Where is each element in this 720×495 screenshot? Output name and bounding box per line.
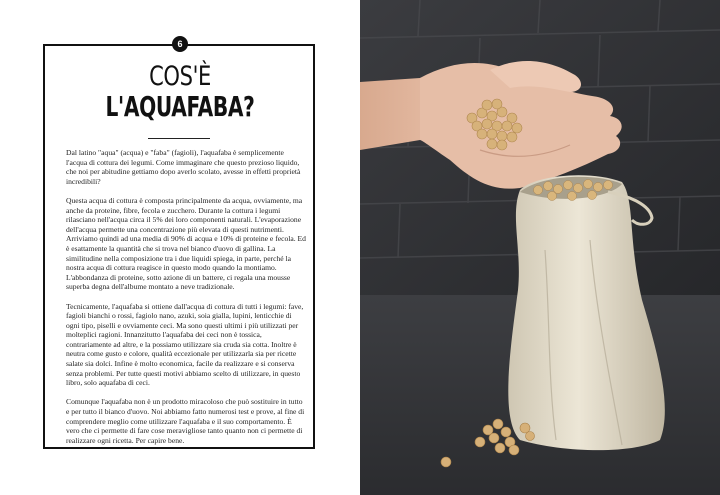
paragraph: Dal latino "aqua" (acqua) e "faba" (fagioli), l'aquafaba è semplicemente l'acqua di cottura dei legumi. Come immaginare che questo prezioso liquido, che noi per abitudine gettiamo dopo averlo scolato, avesse in effetti proprietà incredibili? (66, 148, 301, 186)
page-number-badge: 6 (172, 36, 188, 52)
paragraph: Tecnicamente, l'aquafaba si ottiene dall'acqua di cottura di tutti i legumi: fave, fagioli bianchi o rossi, fagiolo nano, azuki, soia gialla, lupini, lenticchie di ogni tipo, piselli e ovviamente ceci. Ma sono questi ultimi i più utilizzati per molteplici ragioni. Innanzitutto l'aquafaba dei ceci non è tossica, contrariamente ad altre, e la possiamo utilizzare sia cruda sia cotta. Inoltre è neutra come gusto e colore, qualità eccezionale per utilizzarla sia per ricette salate sia dolci. Infine è molto economica, facile da realizzare e si conserva senza problemi. Per tutte questi motivi abbiamo scelto di utilizzare, in questo libro, solo aquafaba di ceci. (66, 301, 304, 388)
title-divider (148, 138, 210, 139)
chickpea-photo (360, 0, 720, 495)
paragraph: Questa acqua di cottura è composta principalmente da acqua, ovviamente, ma anche da proteine, fibre, fecola e zucchero. Durante la cottura i legumi rilasciano nell'acqua circa il 5% dei loro componenti naturali. L'evaporazione dell'acqua permette una concentrazione più elevata di questi nutrimenti. Arriviamo quindi ad una media di 90% di acqua e 10% di proteine e fecola. Ed è esattamente la quantità che si trova nel bianco d'uovo di gallina. La similitudine nella composizione tra i due liquidi spiega, in parte, perché la nostra acqua di cottura reagisce in questo modo quando la montiamo. L'abbondanza di proteine, sotto azione di un battere, ci regala una mousse superba degna dell'albume montato a neve tradizionale. (66, 195, 306, 292)
page-title-line-2: L'AQUAFABA? (105, 90, 255, 123)
body-text (66, 148, 306, 455)
paragraph: Comunque l'aquafaba non è un prodotto miracoloso che può sostituire in tutto e per tutto il bianco d'uovo. Noi abbiamo fatto numerosi test e prove, al fine di comprendere meglio come utilizzare l'aquafaba e il suo comportamento. È vero che ci permette di fare cose meravigliose tanto quanto non ci permette di realizzare ogni ricetta. Per capire bene. (66, 397, 305, 445)
photo-illustration (360, 0, 720, 495)
page-title-line-1: COS'È (149, 61, 211, 92)
